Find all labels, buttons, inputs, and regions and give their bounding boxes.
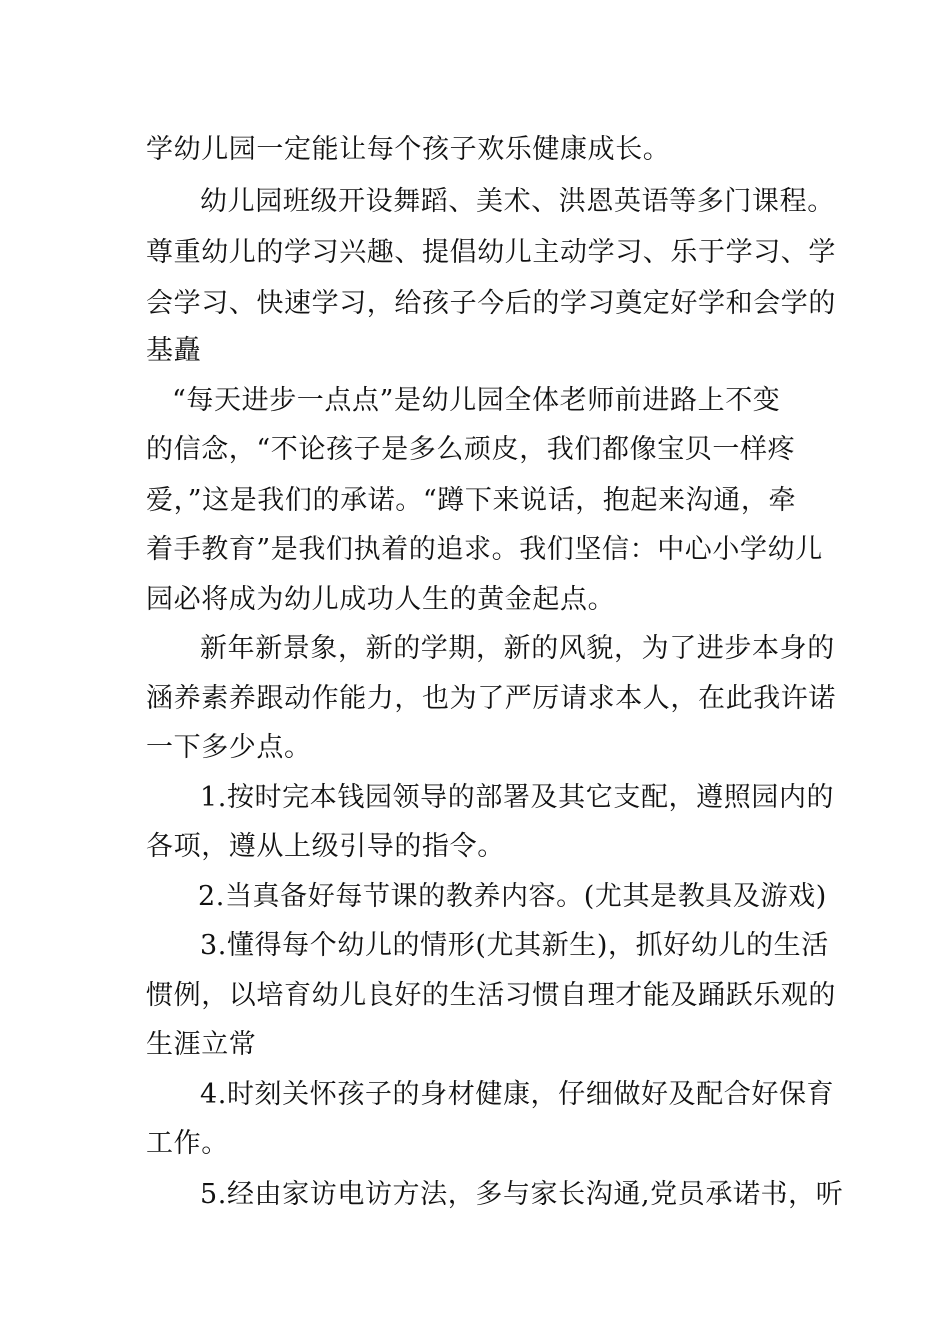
- text-line-6: “每天进步一点点”是幼儿园全体老师前进路上不变: [172, 385, 781, 416]
- text-line-8: 爱，”这是我们的承诺。“蹲下来说话，抱起来沟通，牵: [146, 485, 797, 516]
- text-line-19: 生涯立常: [146, 1029, 257, 1060]
- text-line-13: 一下多少点。: [146, 732, 312, 763]
- text-line-22: 5.经由家访电访方法，多与家长沟通,党员承诺书，听: [200, 1179, 844, 1210]
- text-line-10: 园必将成为幼儿成功人生的黄金起点。: [146, 584, 616, 615]
- text-line-20: 4.时刻关怀孩子的身材健康，仔细做好及配合好保育: [200, 1079, 835, 1110]
- text-line-16: 2.当真备好每节课的教养内容。(尤其是教具及游戏): [198, 881, 827, 912]
- text-line-2: 幼儿园班级开设舞蹈、美术、洪恩英语等多门课程。: [200, 186, 835, 217]
- text-line-9: 着手教育”是我们执着的追求。我们坚信：中心小学幼儿: [146, 534, 823, 565]
- text-line-15: 各项，遵从上级引导的指令。: [146, 831, 505, 862]
- text-line-1: 学幼儿园一定能让每个孩子欢乐健康成长。: [146, 134, 671, 165]
- text-line-7: 的信念，“不论孩子是多么顽皮，我们都像宝贝一样疼: [146, 434, 796, 465]
- text-line-18: 惯例，以培育幼儿良好的生活习惯自理才能及踊跃乐观的: [146, 980, 836, 1011]
- text-line-4: 会学习、快速学习，给孩子今后的学习奠定好学和会学的: [146, 288, 836, 319]
- text-line-5: 基矗: [146, 335, 202, 366]
- text-line-21: 工作。: [146, 1128, 229, 1159]
- text-line-3: 尊重幼儿的学习兴趣、提倡幼儿主动学习、乐于学习、学: [146, 237, 836, 268]
- text-line-17: 3.懂得每个幼儿的情形(尤其新生)，抓好幼儿的生活: [200, 930, 829, 961]
- text-line-11: 新年新景象，新的学期，新的风貌，为了进步本身的: [200, 633, 835, 664]
- text-line-14: 1.按时完本钱园领导的部署及其它支配，遵照园内的: [200, 782, 835, 813]
- text-line-12: 涵养素养跟动作能力，也为了严厉请求本人，在此我许诺: [146, 683, 836, 714]
